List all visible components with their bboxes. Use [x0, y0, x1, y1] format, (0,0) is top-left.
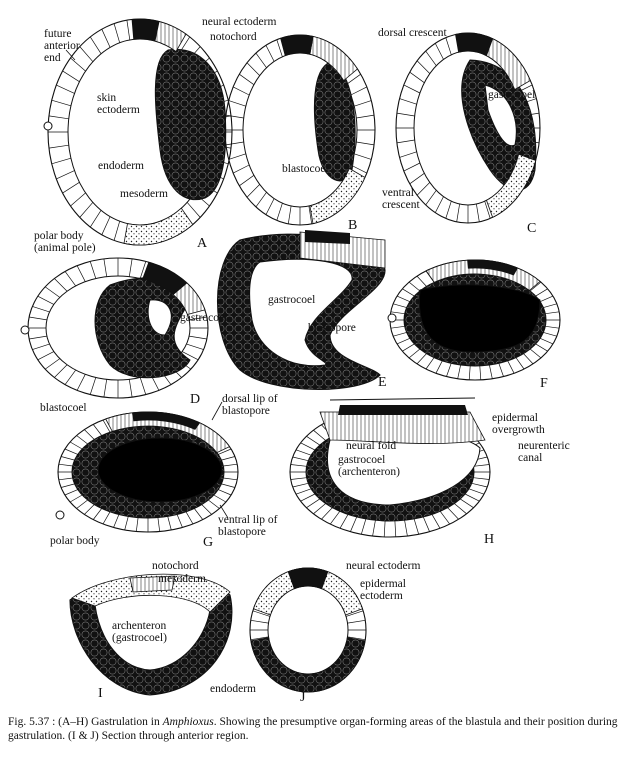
label-gastrocoel-c: gastrocoel	[488, 89, 536, 101]
label-notochord-a: notochord	[210, 31, 257, 43]
label-notochord-i: notochord	[152, 560, 199, 572]
neural-cap-a	[132, 19, 159, 41]
caption-organism: Amphioxus	[162, 716, 214, 728]
pointer-dorsal-lip	[212, 402, 222, 420]
archenteron-f	[419, 285, 540, 352]
label-neural-ectoderm-j: neural ectoderm	[346, 560, 421, 572]
neural-j	[288, 568, 328, 589]
label-mesoderm-a: mesoderm	[120, 188, 168, 200]
panel-letter-j: J	[300, 690, 306, 705]
panel-letter-f: F	[540, 376, 548, 391]
polar-body-g	[56, 511, 64, 519]
label-gastrocoel-d: gastrocoel	[180, 312, 228, 324]
panel-letter-a: A	[197, 236, 208, 251]
label-mesoderm-i: mesoderm	[158, 573, 206, 585]
label-ventral-crescent: ventral crescent	[382, 187, 420, 211]
neural-cap-e	[305, 230, 350, 244]
label-gastrocoel-archenteron: gastrocoel (archenteron)	[338, 454, 400, 478]
caption-part1: (A–H) Gastrulation in	[58, 716, 160, 728]
neural-plate-h	[320, 412, 485, 444]
polar-body-f	[388, 314, 396, 322]
label-archenteron: archenteron (gastrocoel)	[112, 620, 167, 644]
epidermal-overgrowth-h	[330, 398, 475, 400]
panel-letter-b: B	[348, 218, 358, 233]
label-blastocoel-d: blastocoel	[40, 402, 87, 414]
label-endoderm-a: endoderm	[98, 160, 144, 172]
label-polar-body-g: polar body	[50, 535, 100, 547]
label-neural-ectoderm-a: neural ectoderm	[202, 16, 277, 28]
panel-letter-h: H	[484, 532, 495, 547]
panel-letter-d: D	[190, 392, 201, 407]
label-epidermal-ectoderm: epidermal ectoderm	[360, 578, 406, 602]
panel-letter-c: C	[527, 221, 537, 236]
label-future-anterior-end: future anterior end	[44, 28, 80, 64]
label-gastrocoel-e: gastrocoel	[268, 294, 316, 306]
neural-cap-b	[281, 35, 313, 56]
label-dorsal-lip: dorsal lip of blastopore	[222, 393, 278, 417]
polar-body-a	[44, 122, 52, 130]
label-dorsal-crescent: dorsal crescent	[378, 27, 447, 39]
label-skin-ectoderm: skin ectoderm	[97, 92, 140, 116]
figure-caption	[8, 715, 618, 743]
label-neurenteric-canal: neurenteric canal	[518, 440, 570, 464]
caption-part2: . Showing the presumptive organ-forming areas of the blastula and their position during gastrulation. (I & J) Section through anterior region.	[8, 716, 618, 742]
label-blastocoel-b: blastocoel	[282, 163, 329, 175]
polar-body-d	[21, 326, 29, 334]
caption-figure-number: Fig. 5.37 :	[8, 716, 56, 728]
panel-letter-g: G	[203, 535, 214, 550]
label-blastopore: blastopore	[308, 322, 356, 334]
label-ventral-lip: ventral lip of blastopore	[218, 514, 278, 538]
neural-fold-h	[338, 405, 468, 415]
archenteron-g	[98, 438, 222, 502]
label-endoderm-i: endoderm	[210, 683, 256, 695]
embryo-j-inner	[268, 586, 348, 674]
panel-letter-i: I	[98, 686, 103, 701]
panel-letter-e: E	[378, 375, 387, 390]
label-epidermal-overgrowth: epidermal overgrowth	[492, 412, 545, 436]
label-neural-fold: neural fold	[346, 440, 397, 452]
label-polar-body-a: polar body (animal pole)	[34, 230, 96, 254]
